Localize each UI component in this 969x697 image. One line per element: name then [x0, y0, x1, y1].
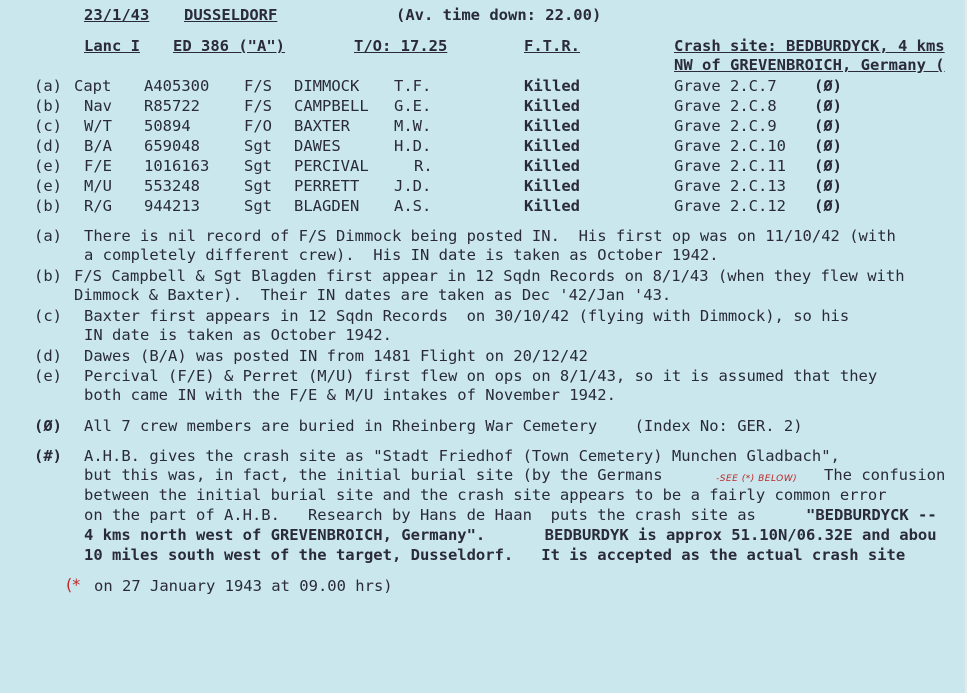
note-b-line-2: Dimmock & Baxter). Their IN dates are taken as Dec '42/Jan '43. [74, 286, 672, 304]
note-hash-line-2: but this was, in fact, the initial burial site (by the Germans [84, 466, 672, 484]
crew-rank: Sgt [244, 157, 272, 175]
crew-initials: T.F. [394, 77, 432, 95]
crew-status: Killed [524, 157, 580, 175]
crew-role: Nav [84, 97, 112, 115]
note-e-ref: (e) [34, 367, 62, 385]
crew-surname: CAMPBELL [294, 97, 369, 115]
crew-surname: DIMMOCK [294, 77, 360, 95]
note-hash-line-1: A.H.B. gives the crash site as "Stadt Friedhof (Town Cemetery) Munchen Gladbach", [84, 447, 840, 465]
crew-status: Killed [524, 117, 580, 135]
crew-initials: R. [414, 157, 433, 175]
crew-burial-mark: (Ø) [814, 77, 842, 95]
crew-surname: BAXTER [294, 117, 350, 135]
crew-initials: A.S. [394, 197, 432, 215]
crew-number: R85722 [144, 97, 200, 115]
crew-grave: Grave 2.C.13 [674, 177, 786, 195]
note-b-line-1: F/S Campbell & Sgt Blagden first appear in 12 Sqdn Records on 8/1/43 (when they flew with [74, 267, 905, 285]
crew-ref: (b) [34, 97, 62, 115]
crew-ref: (c) [34, 117, 62, 135]
crew-surname: BLAGDEN [294, 197, 360, 215]
crew-ref: (a) [34, 77, 62, 95]
note-hash-line-4-bold: "BEDBURDYCK -- [806, 506, 937, 524]
crew-grave: Grave 2.C.7 [674, 77, 777, 95]
note-burial-line-1: All 7 crew members are buried in Rheinberg War Cemetery (Index No: GER. 2) [84, 417, 803, 435]
crew-surname: PERRETT [294, 177, 360, 195]
crew-role: F/E [84, 157, 112, 175]
crew-grave: Grave 2.C.12 [674, 197, 786, 215]
note-hash-line-2-end: The confusion [824, 466, 946, 484]
crew-grave: Grave 2.C.9 [674, 117, 777, 135]
crew-role: B/A [84, 137, 112, 155]
crew-rank: F/S [244, 77, 272, 95]
note-b-ref: (b) [34, 267, 62, 285]
star-ref-handwritten: (* [66, 575, 81, 594]
note-a-ref: (a) [34, 227, 62, 245]
crew-ref: (b) [34, 197, 62, 215]
raid-target: DUSSELDORF [184, 6, 278, 24]
crew-surname: DAWES [294, 137, 341, 155]
crew-role: M/U [84, 177, 112, 195]
crash-site-line-2: NW of GREVENBROICH, Germany ( [674, 56, 945, 74]
note-e-line-1: Percival (F/E) & Perret (M/U) first flew on ops on 8/1/43, so it is assumed that they [84, 367, 878, 385]
note-hash-ref: (#) [34, 447, 62, 465]
crew-status: Killed [524, 177, 580, 195]
crew-role: Capt [74, 77, 112, 95]
crew-role: W/T [84, 117, 112, 135]
crew-initials: J.D. [394, 177, 432, 195]
crew-ref: (e) [34, 177, 62, 195]
aircraft-type: Lanc I [84, 37, 140, 55]
crew-status: Killed [524, 97, 580, 115]
crew-initials: H.D. [394, 137, 432, 155]
crew-initials: M.W. [394, 117, 432, 135]
note-c-line-2: IN date is taken as October 1942. [84, 326, 392, 344]
crew-burial-mark: (Ø) [814, 157, 842, 175]
crew-number: A405300 [144, 77, 210, 95]
crew-status: Killed [524, 197, 580, 215]
time-down: (Av. time down: 22.00) [396, 6, 602, 24]
handwritten-annotation: -SEE (*) BELOW) [716, 474, 798, 484]
aircraft-serial: ED 386 ("A") [173, 37, 285, 55]
note-hash-line-6: 10 miles south west of the target, Dusseldorf. It is accepted as the actual crash site [84, 546, 906, 564]
crash-site-line-1: Crash site: BEDBURDYCK, 4 kms [674, 37, 945, 55]
crew-rank: Sgt [244, 177, 272, 195]
crew-rank: F/O [244, 117, 272, 135]
ftr-heading: F.T.R. [524, 37, 580, 55]
crew-grave: Grave 2.C.11 [674, 157, 786, 175]
note-star-line-1: on 27 January 1943 at 09.00 hrs) [94, 577, 393, 595]
crew-rank: F/S [244, 97, 272, 115]
takeoff-time: T/O: 17.25 [354, 37, 448, 55]
crew-initials: G.E. [394, 97, 432, 115]
note-hash-line-5-bold: 4 kms north west of GREVENBROICH, Germany". [84, 526, 486, 544]
crew-number: 50894 [144, 117, 191, 135]
crew-burial-mark: (Ø) [814, 177, 842, 195]
crew-grave: Grave 2.C.8 [674, 97, 777, 115]
note-hash-line-3: between the initial burial site and the crash site appears to be a fairly common error [84, 486, 887, 504]
crew-rank: Sgt [244, 137, 272, 155]
crew-ref: (e) [34, 157, 62, 175]
crew-status: Killed [524, 77, 580, 95]
crew-number: 659048 [144, 137, 200, 155]
note-e-line-2: both came IN with the F/E & M/U intakes of November 1942. [84, 386, 616, 404]
raid-date: 23/1/43 [84, 6, 150, 24]
note-c-ref: (c) [34, 307, 62, 325]
crew-number: 944213 [144, 197, 200, 215]
note-c-line-1: Baxter first appears in 12 Sqdn Records on 30/10/42 (flying with Dimmock), so his [84, 307, 850, 325]
crew-role: R/G [84, 197, 112, 215]
note-hash-line-4: on the part of A.H.B. Research by Hans de Haan puts the crash site as [84, 506, 766, 524]
crew-burial-mark: (Ø) [814, 137, 842, 155]
note-burial-ref: (Ø) [34, 417, 62, 435]
crew-rank: Sgt [244, 197, 272, 215]
crew-grave: Grave 2.C.10 [674, 137, 786, 155]
crew-burial-mark: (Ø) [814, 117, 842, 135]
crew-number: 553248 [144, 177, 200, 195]
crew-burial-mark: (Ø) [814, 197, 842, 215]
crew-status: Killed [524, 137, 580, 155]
crew-ref: (d) [34, 137, 62, 155]
crew-surname: PERCIVAL [294, 157, 369, 175]
note-d-line-1: Dawes (B/A) was posted IN from 1481 Flight on 20/12/42 [84, 347, 588, 365]
crew-burial-mark: (Ø) [814, 97, 842, 115]
note-hash-line-5: BEDBURDYK is approx 51.10N/06.32E and abou [526, 526, 937, 544]
note-a-line-1: There is nil record of F/S Dimmock being posted IN. His first op was on 11/10/42 (with [84, 227, 896, 245]
note-d-ref: (d) [34, 347, 62, 365]
note-a-line-2: a completely different crew). His IN date is taken as October 1942. [84, 246, 719, 264]
crew-number: 1016163 [144, 157, 210, 175]
